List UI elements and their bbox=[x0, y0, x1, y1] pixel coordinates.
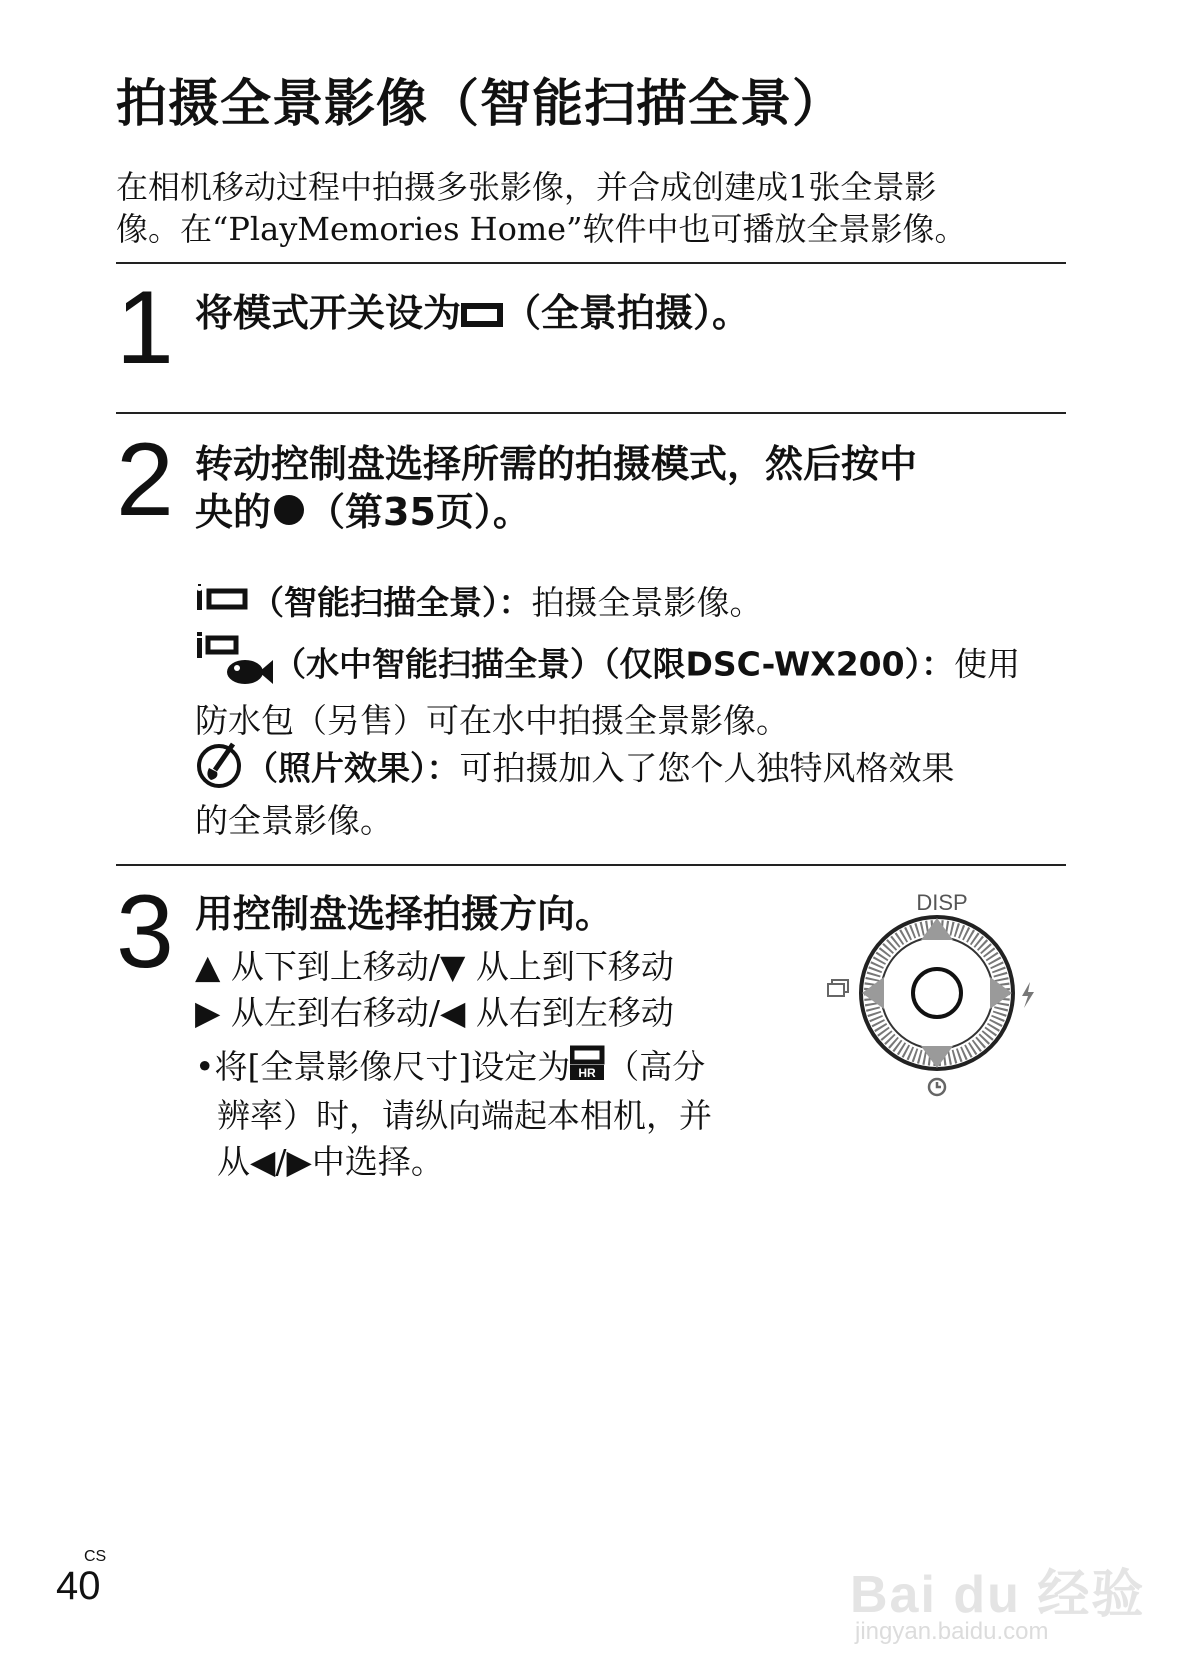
hr-label: HR bbox=[578, 1066, 596, 1080]
mode-desc-a: 使用 bbox=[954, 644, 1021, 684]
panorama-mode-icon bbox=[461, 292, 503, 340]
step-3-text: 用控制盘选择拍摄方向。 bbox=[195, 892, 614, 936]
sweep-panorama-icon bbox=[195, 584, 251, 626]
page-number: 40 bbox=[56, 1564, 101, 1608]
intro-line-1: 在相机移动过程中拍摄多张影像，并合成创建成1张全景影 bbox=[116, 168, 937, 206]
self-timer-icon bbox=[929, 1079, 945, 1095]
language-code: CS bbox=[84, 1548, 107, 1565]
direction-left-right: ▶ 从左到右移动/◀ 从右到左移动 bbox=[195, 993, 674, 1032]
picture-effect-icon bbox=[195, 740, 245, 800]
divider bbox=[116, 864, 1066, 866]
note-line-1-b: （高分 bbox=[606, 1047, 706, 1086]
step-1-text-b: （全景拍摄）。 bbox=[503, 291, 751, 335]
center-button bbox=[913, 969, 961, 1017]
underwater-sweep-panorama-icon bbox=[195, 632, 273, 700]
intro-paragraph bbox=[116, 166, 1066, 250]
direction-up-down: ▲ 从下到上移动/▼ 从上到下移动 bbox=[195, 947, 674, 986]
mode-desc-b: 的全景影像。 bbox=[195, 801, 393, 840]
step-2-line-2 bbox=[195, 488, 917, 539]
step-2-text bbox=[195, 440, 917, 539]
step-1-text-a: 将模式开关设为 bbox=[195, 291, 462, 335]
mode-name: （照片效果） bbox=[245, 748, 427, 788]
disp-label: DISP bbox=[916, 890, 968, 915]
divider bbox=[116, 412, 1066, 414]
mode-name: （水中智能扫描全景）（仅限DSC-WX200） bbox=[273, 644, 922, 684]
step-3-number: 3 bbox=[116, 874, 174, 990]
note-line-1-a: 将[全景影像尺寸]设定为 bbox=[214, 1047, 571, 1086]
center-button-icon bbox=[271, 491, 307, 539]
mode-item-underwater-sweep bbox=[195, 632, 1020, 742]
step-2-line-2-a: 央的 bbox=[195, 490, 272, 534]
mode-colon: ： bbox=[498, 583, 532, 622]
step-2-line-1: 转动控制盘选择所需的拍摄模式，然后按中 bbox=[195, 442, 918, 486]
mode-desc-a: 可拍摄加入了您个人独特风格效果 bbox=[459, 748, 955, 788]
note-line-3: 从◀/▶中选择。 bbox=[217, 1142, 444, 1181]
mode-item-sweep-panorama bbox=[195, 582, 763, 626]
control-wheel-diagram bbox=[820, 888, 1040, 1108]
step-2-line-2-b: （第35页）。 bbox=[307, 490, 531, 534]
direction-list bbox=[195, 944, 674, 1036]
bullet: • bbox=[195, 1047, 215, 1086]
flash-icon bbox=[1022, 982, 1034, 1008]
mode-item-picture-effect bbox=[195, 740, 955, 842]
mode-desc-b: 防水包（另售）可在水中拍摄全景影像。 bbox=[195, 701, 789, 740]
mode-desc: 拍摄全景影像。 bbox=[531, 583, 763, 622]
watermark-url: jingyan.baidu.com bbox=[855, 1618, 1049, 1645]
intro-line-2: 像。在“PlayMemories Home”软件中也可播放全景影像。 bbox=[116, 210, 967, 248]
step-1-number: 1 bbox=[116, 270, 174, 386]
panorama-hr-icon bbox=[570, 1045, 606, 1093]
watermark-brand: Bai du 经验 bbox=[850, 1566, 1146, 1624]
drive-mode-icon bbox=[828, 980, 848, 996]
note-line-2: 辨率）时，请纵向端起本相机，并 bbox=[217, 1096, 712, 1135]
step-1-text bbox=[195, 289, 750, 340]
mode-colon: ： bbox=[921, 644, 955, 684]
page-title: 拍摄全景影像（智能扫描全景） bbox=[116, 75, 845, 134]
note bbox=[195, 1044, 712, 1185]
divider bbox=[116, 262, 1066, 264]
mode-name: （智能扫描全景） bbox=[251, 583, 499, 622]
step-2-number: 2 bbox=[116, 422, 174, 538]
mode-colon: ： bbox=[426, 748, 460, 788]
